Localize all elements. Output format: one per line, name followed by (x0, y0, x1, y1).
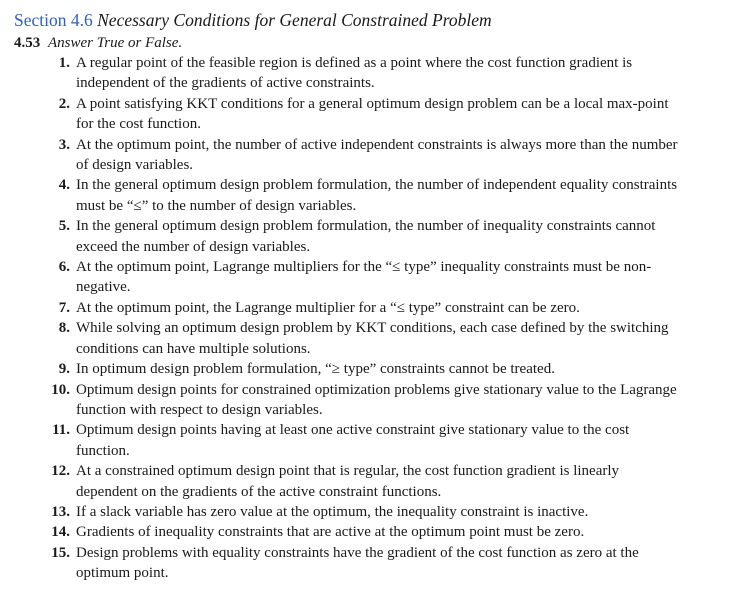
question-item (0, 318, 730, 359)
question-number: 13. (51, 503, 70, 520)
question-item (0, 420, 730, 461)
question-number: 14. (51, 524, 70, 541)
question-item (0, 216, 730, 257)
question-text: At the optimum point, the Lagrange multiplier for a “≤ type” constraint can be zero. (76, 299, 580, 316)
question-text: Gradients of inequality constraints that are active at the optimum point must be zero. (76, 524, 585, 541)
question-item (0, 298, 730, 318)
question-text: If a slack variable has zero value at the optimum, the inequality constraint is inactive. (76, 503, 589, 520)
question-number: 12. (51, 463, 70, 480)
question-number: 1. (58, 55, 70, 71)
question-number: 2. (58, 95, 70, 112)
question-item (0, 257, 730, 298)
question-text: At a constrained optimum design point that is regular, the cost function gradient is linearly dependent on the gradients of the active constraint functions. (76, 463, 620, 500)
question-text: In the general optimum design problem formulation, the number of independent equality constraints must be “≤” to the number of design variables. (76, 177, 678, 214)
question-item (0, 380, 730, 421)
question-number: 9. (58, 361, 70, 378)
question-text: At the optimum point, the number of active independent constraints is always more than the number of design variables. (76, 136, 678, 174)
question-item (0, 53, 730, 94)
question-number: 8. (58, 320, 70, 337)
question-text: A regular point of the feasible region is defined as a point where the cost function gradient is independent of the gradients of active constraints. (76, 55, 633, 92)
question-number: 11. (52, 422, 70, 439)
problem-number: 4.53 (14, 35, 41, 51)
question-text: In optimum design problem formulation, “≥ type” constraints cannot be treated. (76, 361, 555, 378)
question-number: 10. (51, 381, 70, 398)
question-item (0, 175, 730, 216)
question-number: 7. (58, 299, 70, 316)
section-number: Section 4.6 (14, 10, 93, 30)
question-item (0, 543, 730, 584)
section-title: Necessary Conditions for General Constrained Problem (97, 10, 492, 30)
question-number: 5. (58, 218, 70, 235)
question-item (0, 522, 730, 542)
question-text: While solving an optimum design problem by KKT conditions, each case defined by the switching conditions can have multiple solutions. (76, 320, 669, 357)
question-number: 3. (58, 136, 70, 153)
question-number: 4. (58, 177, 70, 194)
question-item (0, 461, 730, 502)
question-text: In the general optimum design problem formulation, the number of inequality constraints cannot exceed the number of design variables. (76, 218, 656, 255)
problem-header (14, 33, 182, 53)
question-item (0, 94, 730, 135)
question-item (0, 502, 730, 522)
question-list (0, 53, 730, 584)
question-text: Design problems with equality constraints have the gradient of the cost function as zero at the optimum point. (76, 544, 639, 582)
problem-instruction: Answer True or False. (48, 35, 183, 51)
section-heading (14, 9, 492, 31)
question-number: 15. (51, 544, 70, 561)
question-text: Optimum design points for constrained optimization problems give stationary value to the Lagrange function with respect to design variables. (76, 381, 677, 418)
question-text: Optimum design points having at least one active constraint give stationary value to the cost function. (76, 422, 630, 459)
question-text: A point satisfying KKT conditions for a general optimum design problem can be a local max-point for the cost function. (76, 95, 669, 133)
question-text: At the optimum point, Lagrange multipliers for the “≤ type” inequality constraints must be non-negative. (76, 259, 652, 296)
question-number: 6. (58, 259, 70, 276)
question-item (0, 135, 730, 176)
question-item (0, 359, 730, 379)
